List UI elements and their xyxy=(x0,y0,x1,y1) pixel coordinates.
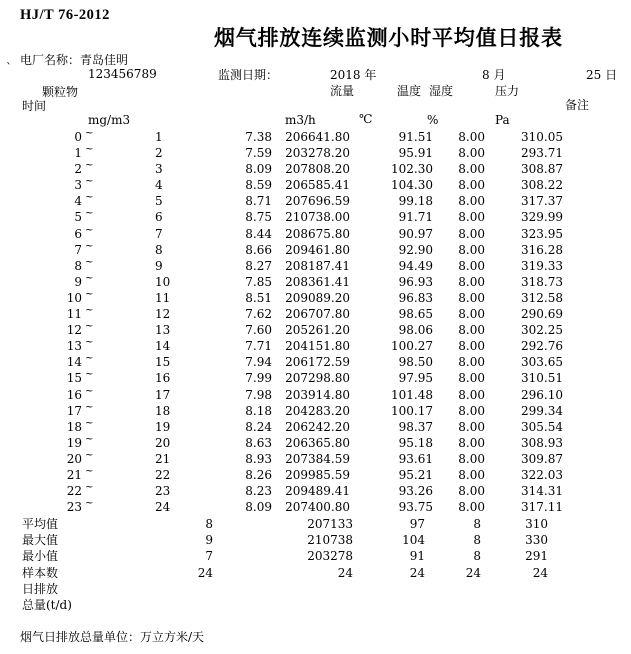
summary-flow-cell: 203278 xyxy=(307,549,353,564)
summary-pm-cell: 24 xyxy=(197,565,213,580)
summary-pressure-cell: 310 xyxy=(525,516,548,531)
temperature-value-cell: 93.75 xyxy=(398,500,433,515)
hour-end-cell: 11 xyxy=(155,290,171,305)
table-row xyxy=(0,370,631,386)
humidity-value-cell: 8.00 xyxy=(458,274,485,289)
humidity-value-cell: 8.00 xyxy=(458,290,485,305)
table-row xyxy=(0,483,631,499)
temperature-value-cell: 96.83 xyxy=(398,290,433,305)
temperature-value-cell: 96.93 xyxy=(398,274,433,289)
temperature-value-cell: 104.30 xyxy=(391,178,433,193)
hour-end-cell: 21 xyxy=(155,451,171,466)
pm-value-cell: 8.59 xyxy=(245,178,272,193)
tilde-separator: ~ xyxy=(85,208,94,220)
flow-value-cell: 208675.80 xyxy=(285,226,350,241)
pressure-value-cell: 322.03 xyxy=(521,467,563,482)
pm-value-cell: 8.09 xyxy=(245,500,272,515)
summary-rows xyxy=(0,516,631,614)
column-header-remark: 备注 xyxy=(565,98,590,112)
temperature-value-cell: 91.51 xyxy=(398,130,433,144)
humidity-value-cell: 8.00 xyxy=(458,435,485,450)
flow-value-cell: 209089.20 xyxy=(285,290,350,305)
hour-start-cell: 8 xyxy=(74,258,82,273)
pm-value-cell: 7.38 xyxy=(245,130,272,144)
plant-id: 123456789 xyxy=(88,67,157,81)
pm-value-cell: 8.44 xyxy=(245,226,272,241)
column-header-temperature: 温度 xyxy=(397,84,422,98)
hour-end-cell: 5 xyxy=(155,194,163,209)
flow-value-cell: 210738.00 xyxy=(285,210,350,225)
summary-humidity-cell: 8 xyxy=(473,532,481,547)
pm-value-cell: 8.75 xyxy=(245,210,272,225)
hour-end-cell: 16 xyxy=(155,371,171,386)
tilde-separator: ~ xyxy=(85,401,94,413)
humidity-value-cell: 8.00 xyxy=(458,242,485,257)
hour-start-cell: 19 xyxy=(66,435,82,450)
hour-end-cell: 22 xyxy=(155,467,171,482)
summary-flow-cell: 207133 xyxy=(307,516,353,531)
humidity-value-cell: 8.00 xyxy=(458,194,485,209)
pm-value-cell: 8.26 xyxy=(245,467,272,482)
tilde-separator: ~ xyxy=(85,353,94,365)
summary-row xyxy=(0,548,631,564)
hour-start-cell: 5 xyxy=(74,210,82,225)
pm-value-cell: 7.62 xyxy=(245,307,272,322)
flow-value-cell: 206365.80 xyxy=(285,435,350,450)
table-row xyxy=(0,435,631,451)
hour-end-cell: 2 xyxy=(155,146,163,161)
tilde-separator: ~ xyxy=(85,369,94,381)
temperature-value-cell: 91.71 xyxy=(398,210,433,225)
humidity-value-cell: 8.00 xyxy=(458,387,485,402)
tilde-separator: ~ xyxy=(85,498,94,510)
flow-value-cell: 206172.59 xyxy=(285,355,350,370)
pm-value-cell: 8.71 xyxy=(245,194,272,209)
table-row xyxy=(0,338,631,354)
pressure-value-cell: 314.31 xyxy=(521,484,563,499)
pm-value-cell: 7.59 xyxy=(245,146,272,161)
flow-value-cell: 207384.59 xyxy=(285,451,350,466)
summary-temperature-cell: 24 xyxy=(409,565,425,580)
table-row xyxy=(0,177,631,193)
pm-value-cell: 8.93 xyxy=(245,451,272,466)
humidity-value-cell: 8.00 xyxy=(458,226,485,241)
table-row xyxy=(0,322,631,338)
hour-end-cell: 6 xyxy=(155,210,163,225)
temperature-value-cell: 98.50 xyxy=(398,355,433,370)
temperature-value-cell: 102.30 xyxy=(391,162,433,177)
hour-end-cell: 23 xyxy=(155,484,171,499)
tilde-separator: ~ xyxy=(85,482,94,494)
humidity-value-cell: 8.00 xyxy=(458,467,485,482)
temperature-value-cell: 100.27 xyxy=(391,339,433,354)
humidity-value-cell: 8.00 xyxy=(458,258,485,273)
date-month: 8 月 xyxy=(482,68,506,82)
tilde-separator: ~ xyxy=(85,192,94,204)
tilde-separator: ~ xyxy=(85,288,94,300)
summary-label: 最小值 xyxy=(22,549,59,564)
temperature-value-cell: 95.18 xyxy=(398,435,433,450)
summary-pressure-cell: 24 xyxy=(532,565,548,580)
hour-start-cell: 1 xyxy=(74,146,82,161)
humidity-value-cell: 8.00 xyxy=(458,162,485,177)
hour-start-cell: 9 xyxy=(74,274,82,289)
tilde-separator: ~ xyxy=(85,144,94,156)
temperature-value-cell: 93.61 xyxy=(398,451,433,466)
temperature-value-cell: 101.48 xyxy=(391,387,433,402)
table-row xyxy=(0,290,631,306)
pm-value-cell: 8.66 xyxy=(245,242,272,257)
flow-value-cell: 207400.80 xyxy=(285,500,350,515)
hour-start-cell: 23 xyxy=(66,500,82,515)
flow-value-cell: 206707.80 xyxy=(285,307,350,322)
plant-name-value: 青岛佳明 xyxy=(80,53,129,67)
humidity-value-cell: 8.00 xyxy=(458,178,485,193)
pressure-value-cell: 308.87 xyxy=(521,162,563,177)
pressure-value-cell: 296.10 xyxy=(521,387,563,402)
hour-start-cell: 22 xyxy=(66,484,82,499)
table-row xyxy=(0,258,631,274)
tilde-separator: ~ xyxy=(85,417,94,429)
hour-start-cell: 11 xyxy=(66,307,82,322)
date-year: 2018 年 xyxy=(330,68,377,82)
hour-start-cell: 21 xyxy=(66,467,82,482)
summary-flow-cell: 24 xyxy=(337,565,353,580)
hour-start-cell: 4 xyxy=(74,194,82,209)
hour-end-cell: 13 xyxy=(155,323,171,338)
pressure-value-cell: 309.87 xyxy=(521,451,563,466)
tilde-separator: ~ xyxy=(85,272,94,284)
flow-value-cell: 203278.20 xyxy=(285,146,350,161)
hour-start-cell: 15 xyxy=(66,371,82,386)
hour-end-cell: 7 xyxy=(155,226,163,241)
pm-value-cell: 7.71 xyxy=(245,339,272,354)
humidity-value-cell: 8.00 xyxy=(458,500,485,515)
humidity-value-cell: 8.00 xyxy=(458,130,485,144)
tilde-separator: ~ xyxy=(85,240,94,252)
table-row xyxy=(0,499,631,515)
pressure-value-cell: 292.76 xyxy=(521,339,563,354)
pressure-value-cell: 312.58 xyxy=(521,290,563,305)
summary-humidity-cell: 24 xyxy=(465,565,481,580)
temperature-value-cell: 93.26 xyxy=(398,484,433,499)
tilde-separator: ~ xyxy=(85,176,94,188)
flow-value-cell: 204283.20 xyxy=(285,403,350,418)
flow-value-cell: 206585.41 xyxy=(285,178,350,193)
hour-start-cell: 16 xyxy=(66,387,82,402)
table-row xyxy=(0,451,631,467)
hour-end-cell: 8 xyxy=(155,242,163,257)
tilde-separator: ~ xyxy=(85,433,94,445)
humidity-value-cell: 8.00 xyxy=(458,371,485,386)
hour-end-cell: 14 xyxy=(155,339,171,354)
humidity-value-cell: 8.00 xyxy=(458,484,485,499)
table-row xyxy=(0,193,631,209)
summary-row xyxy=(0,581,631,597)
pressure-value-cell: 317.11 xyxy=(521,500,563,515)
hour-end-cell: 12 xyxy=(155,307,171,322)
humidity-value-cell: 8.00 xyxy=(458,210,485,225)
column-header-flow: 流量 xyxy=(330,84,355,98)
pm-value-cell: 8.18 xyxy=(245,403,272,418)
hour-start-cell: 6 xyxy=(74,226,82,241)
temperature-value-cell: 90.97 xyxy=(398,226,433,241)
humidity-value-cell: 8.00 xyxy=(458,355,485,370)
flow-value-cell: 206641.80 xyxy=(285,130,350,144)
summary-temperature-cell: 104 xyxy=(402,532,425,547)
hour-start-cell: 20 xyxy=(66,451,82,466)
summary-label: 样本数 xyxy=(22,565,59,580)
pressure-value-cell: 308.93 xyxy=(521,435,563,450)
hour-start-cell: 10 xyxy=(66,290,82,305)
tilde-separator: ~ xyxy=(85,224,94,236)
pm-value-cell: 8.23 xyxy=(245,484,272,499)
table-row xyxy=(0,129,631,145)
pressure-value-cell: 308.22 xyxy=(521,178,563,193)
summary-label: 最大值 xyxy=(22,532,59,547)
table-row xyxy=(0,161,631,177)
flow-value-cell: 205261.20 xyxy=(285,323,350,338)
pressure-value-cell: 303.65 xyxy=(521,355,563,370)
table-row xyxy=(0,209,631,225)
humidity-value-cell: 8.00 xyxy=(458,403,485,418)
hour-start-cell: 14 xyxy=(66,355,82,370)
flow-value-cell: 203914.80 xyxy=(285,387,350,402)
hour-end-cell: 17 xyxy=(155,387,171,402)
temperature-value-cell: 100.17 xyxy=(391,403,433,418)
summary-pm-cell: 9 xyxy=(205,532,213,547)
stray-mark: ` xyxy=(6,61,12,75)
pm-value-cell: 7.98 xyxy=(245,387,272,402)
flow-value-cell: 209461.80 xyxy=(285,242,350,257)
flow-value-cell: 207696.59 xyxy=(285,194,350,209)
temperature-value-cell: 98.06 xyxy=(398,323,433,338)
summary-humidity-cell: 8 xyxy=(473,516,481,531)
hour-end-cell: 19 xyxy=(155,419,171,434)
pressure-value-cell: 319.33 xyxy=(521,258,563,273)
unit-humidity: % xyxy=(427,113,439,127)
pressure-value-cell: 329.99 xyxy=(521,210,563,225)
summary-temperature-cell: 97 xyxy=(409,516,425,531)
standard-code: HJ/T 76-2012 xyxy=(20,7,110,23)
table-row xyxy=(0,306,631,322)
pressure-value-cell: 317.37 xyxy=(521,194,563,209)
hour-start-cell: 13 xyxy=(66,339,82,354)
hour-end-cell: 24 xyxy=(155,500,171,515)
temperature-value-cell: 95.21 xyxy=(398,467,433,482)
summary-label: 总量(t/d) xyxy=(22,598,72,613)
humidity-value-cell: 8.00 xyxy=(458,419,485,434)
pm-value-cell: 7.99 xyxy=(245,371,272,386)
table-row xyxy=(0,354,631,370)
flow-value-cell: 208187.41 xyxy=(285,258,350,273)
summary-label: 日排放 xyxy=(22,582,59,597)
humidity-value-cell: 8.00 xyxy=(458,146,485,161)
humidity-value-cell: 8.00 xyxy=(458,451,485,466)
summary-row xyxy=(0,516,631,532)
tilde-separator: ~ xyxy=(85,337,94,349)
temperature-value-cell: 99.18 xyxy=(398,194,433,209)
flow-value-cell: 204151.80 xyxy=(285,339,350,354)
summary-row xyxy=(0,597,631,613)
pm-value-cell: 8.24 xyxy=(245,419,272,434)
hour-start-cell: 18 xyxy=(66,419,82,434)
table-row xyxy=(0,242,631,258)
pressure-value-cell: 299.34 xyxy=(521,403,563,418)
column-header-pollutant: 颗粒物 xyxy=(42,85,79,99)
tilde-separator: ~ xyxy=(85,385,94,397)
unit-temperature: ℃ xyxy=(359,112,373,126)
column-header-time: 时间 xyxy=(22,99,47,113)
summary-row xyxy=(0,565,631,581)
flow-value-cell: 207298.80 xyxy=(285,371,350,386)
hour-start-cell: 2 xyxy=(74,162,82,177)
pm-value-cell: 8.09 xyxy=(245,162,272,177)
hour-end-cell: 10 xyxy=(155,274,171,289)
pressure-value-cell: 323.95 xyxy=(521,226,563,241)
table-row xyxy=(0,403,631,419)
temperature-value-cell: 98.37 xyxy=(398,419,433,434)
hour-end-cell: 20 xyxy=(155,435,171,450)
unit-flow: m3/h xyxy=(285,113,316,127)
unit-pm: mg/m3 xyxy=(88,113,131,127)
hour-end-cell: 1 xyxy=(155,130,163,144)
flow-value-cell: 209489.41 xyxy=(285,484,350,499)
pressure-value-cell: 302.25 xyxy=(521,323,563,338)
pressure-value-cell: 310.51 xyxy=(521,371,563,386)
hour-start-cell: 17 xyxy=(66,403,82,418)
table-row xyxy=(0,467,631,483)
pm-value-cell: 7.85 xyxy=(245,274,272,289)
date-day: 25 日 xyxy=(586,68,618,82)
tilde-separator: ~ xyxy=(85,256,94,268)
summary-temperature-cell: 91 xyxy=(409,549,425,564)
pm-value-cell: 7.60 xyxy=(245,323,272,338)
hour-end-cell: 3 xyxy=(155,162,163,177)
summary-humidity-cell: 8 xyxy=(473,549,481,564)
temperature-value-cell: 95.91 xyxy=(398,146,433,161)
flow-value-cell: 207808.20 xyxy=(285,162,350,177)
table-row xyxy=(0,387,631,403)
table-row xyxy=(0,145,631,161)
summary-pm-cell: 8 xyxy=(205,516,213,531)
footer-note: 烟气日排放总量单位：万立方米/天 xyxy=(20,630,205,644)
humidity-value-cell: 8.00 xyxy=(458,307,485,322)
tilde-separator: ~ xyxy=(85,449,94,461)
tilde-separator: ~ xyxy=(85,465,94,477)
tilde-separator: ~ xyxy=(85,160,94,172)
temperature-value-cell: 92.90 xyxy=(398,242,433,257)
hour-start-cell: 3 xyxy=(74,178,82,193)
tilde-separator: ~ xyxy=(85,321,94,333)
temperature-value-cell: 98.65 xyxy=(398,307,433,322)
column-header-humidity: 湿度 xyxy=(429,84,454,98)
hour-end-cell: 15 xyxy=(155,355,171,370)
summary-pm-cell: 7 xyxy=(205,549,213,564)
flow-value-cell: 209985.59 xyxy=(285,467,350,482)
summary-row xyxy=(0,532,631,548)
table-row xyxy=(0,419,631,435)
pm-value-cell: 8.51 xyxy=(245,290,272,305)
summary-flow-cell: 210738 xyxy=(307,532,353,547)
column-header-pressure: 压力 xyxy=(495,84,520,98)
pressure-value-cell: 305.54 xyxy=(521,419,563,434)
tilde-separator: ~ xyxy=(85,128,94,139)
hour-start-cell: 0 xyxy=(74,130,82,144)
date-label: 监测日期： xyxy=(218,68,279,82)
hour-start-cell: 12 xyxy=(66,323,82,338)
summary-label: 平均值 xyxy=(22,516,59,531)
table-row xyxy=(0,226,631,242)
pm-value-cell: 7.94 xyxy=(245,355,272,370)
pressure-value-cell: 318.73 xyxy=(521,274,563,289)
humidity-value-cell: 8.00 xyxy=(458,339,485,354)
summary-pressure-cell: 291 xyxy=(525,549,548,564)
plant-name-line xyxy=(20,51,128,68)
pm-value-cell: 8.27 xyxy=(245,258,272,273)
hour-end-cell: 9 xyxy=(155,258,163,273)
pm-value-cell: 8.63 xyxy=(245,435,272,450)
data-rows xyxy=(0,129,631,515)
pressure-value-cell: 293.71 xyxy=(521,146,563,161)
hour-end-cell: 18 xyxy=(155,403,171,418)
temperature-value-cell: 97.95 xyxy=(398,371,433,386)
plant-name-label: 电厂名称： xyxy=(20,53,81,67)
flow-value-cell: 206242.20 xyxy=(285,419,350,434)
pressure-value-cell: 316.28 xyxy=(521,242,563,257)
tilde-separator: ~ xyxy=(85,305,94,317)
pressure-value-cell: 290.69 xyxy=(521,307,563,322)
report-title: 烟气排放连续监测小时平均值日报表 xyxy=(214,27,563,50)
pressure-value-cell: 310.05 xyxy=(521,130,563,144)
hour-start-cell: 7 xyxy=(74,242,82,257)
temperature-value-cell: 94.49 xyxy=(398,258,433,273)
table-row xyxy=(0,274,631,290)
unit-pressure: Pa xyxy=(495,113,510,127)
summary-pressure-cell: 330 xyxy=(525,532,548,547)
humidity-value-cell: 8.00 xyxy=(458,323,485,338)
hour-end-cell: 4 xyxy=(155,178,163,193)
flow-value-cell: 208361.41 xyxy=(285,274,350,289)
